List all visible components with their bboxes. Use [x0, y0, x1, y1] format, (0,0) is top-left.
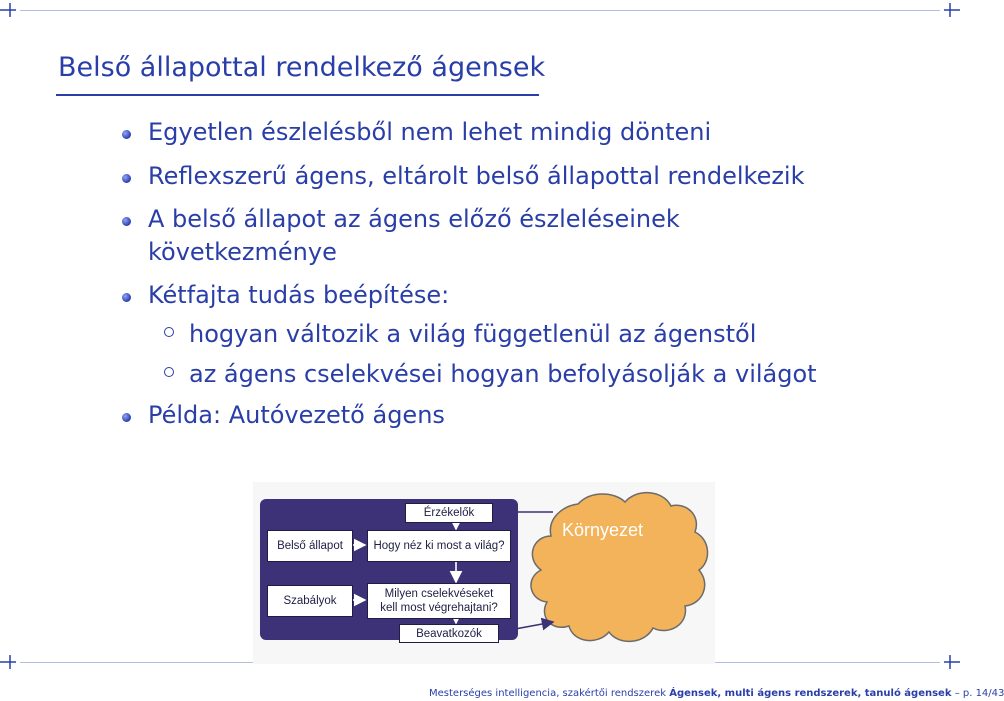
- environment-label: Környezet: [562, 520, 644, 540]
- action-line-1: Milyen cselekvéseket: [384, 588, 494, 600]
- internal-state-box: Belső állapot: [267, 530, 353, 562]
- effectors-box: Beavatkozók: [399, 624, 499, 643]
- bullet-icon: [122, 174, 131, 183]
- action-box: [367, 583, 511, 619]
- environment-cloud: [531, 493, 708, 642]
- title-underline: [56, 94, 539, 96]
- sensors-box: Érzékelők: [405, 503, 493, 523]
- nav-corner-bottom-left-icon: [0, 652, 20, 672]
- bullet-icon: [122, 217, 131, 226]
- rules-box: Szabályok: [267, 585, 353, 617]
- nav-corner-top-right-icon: [940, 0, 960, 20]
- slide-footer: [429, 688, 1004, 699]
- sub-bullet-item: hogyan változik a világ függetlenül az ágenstől: [189, 320, 757, 348]
- sub-bullet-item: az ágens cselekvései hogyan befolyásolják a világot: [189, 360, 817, 388]
- bullet-icon: [122, 413, 131, 422]
- footer-topic: Ágensek, multi ágens rendszerek, tanuló ágensek: [669, 688, 952, 699]
- bullet-icon: [122, 130, 131, 139]
- bullet-item-continuation: következménye: [148, 238, 337, 266]
- sub-bullet-icon: [164, 327, 174, 337]
- sub-bullet-icon: [164, 367, 174, 377]
- footer-page: – p. 14/43: [954, 688, 1004, 699]
- nav-corner-top-left-icon: [0, 0, 20, 20]
- footer-course: Mesterséges intelligencia, szakértői rendszerek: [429, 688, 667, 699]
- bullet-item: Egyetlen észlelésből nem lehet mindig dönteni: [148, 118, 712, 146]
- bullet-icon: [122, 293, 131, 302]
- bullet-item: Példa: Autóvezető ágens: [148, 401, 445, 429]
- agent-diagram: [253, 482, 715, 664]
- top-rule: [20, 10, 940, 11]
- slide-title: Belső állapottal rendelkező ágensek: [58, 52, 546, 83]
- nav-corner-bottom-right-icon: [940, 652, 960, 672]
- world-state-box: Hogy néz ki most a világ?: [367, 530, 511, 562]
- action-line-2: kell most végrehajtani?: [380, 602, 498, 614]
- bullet-item: Reflexszerű ágens, eltárolt belső állapottal rendelkezik: [148, 162, 805, 190]
- bullet-item: Kétfajta tudás beépítése:: [148, 281, 450, 309]
- bullet-item: A belső állapot az ágens előző észleléseinek: [148, 205, 680, 233]
